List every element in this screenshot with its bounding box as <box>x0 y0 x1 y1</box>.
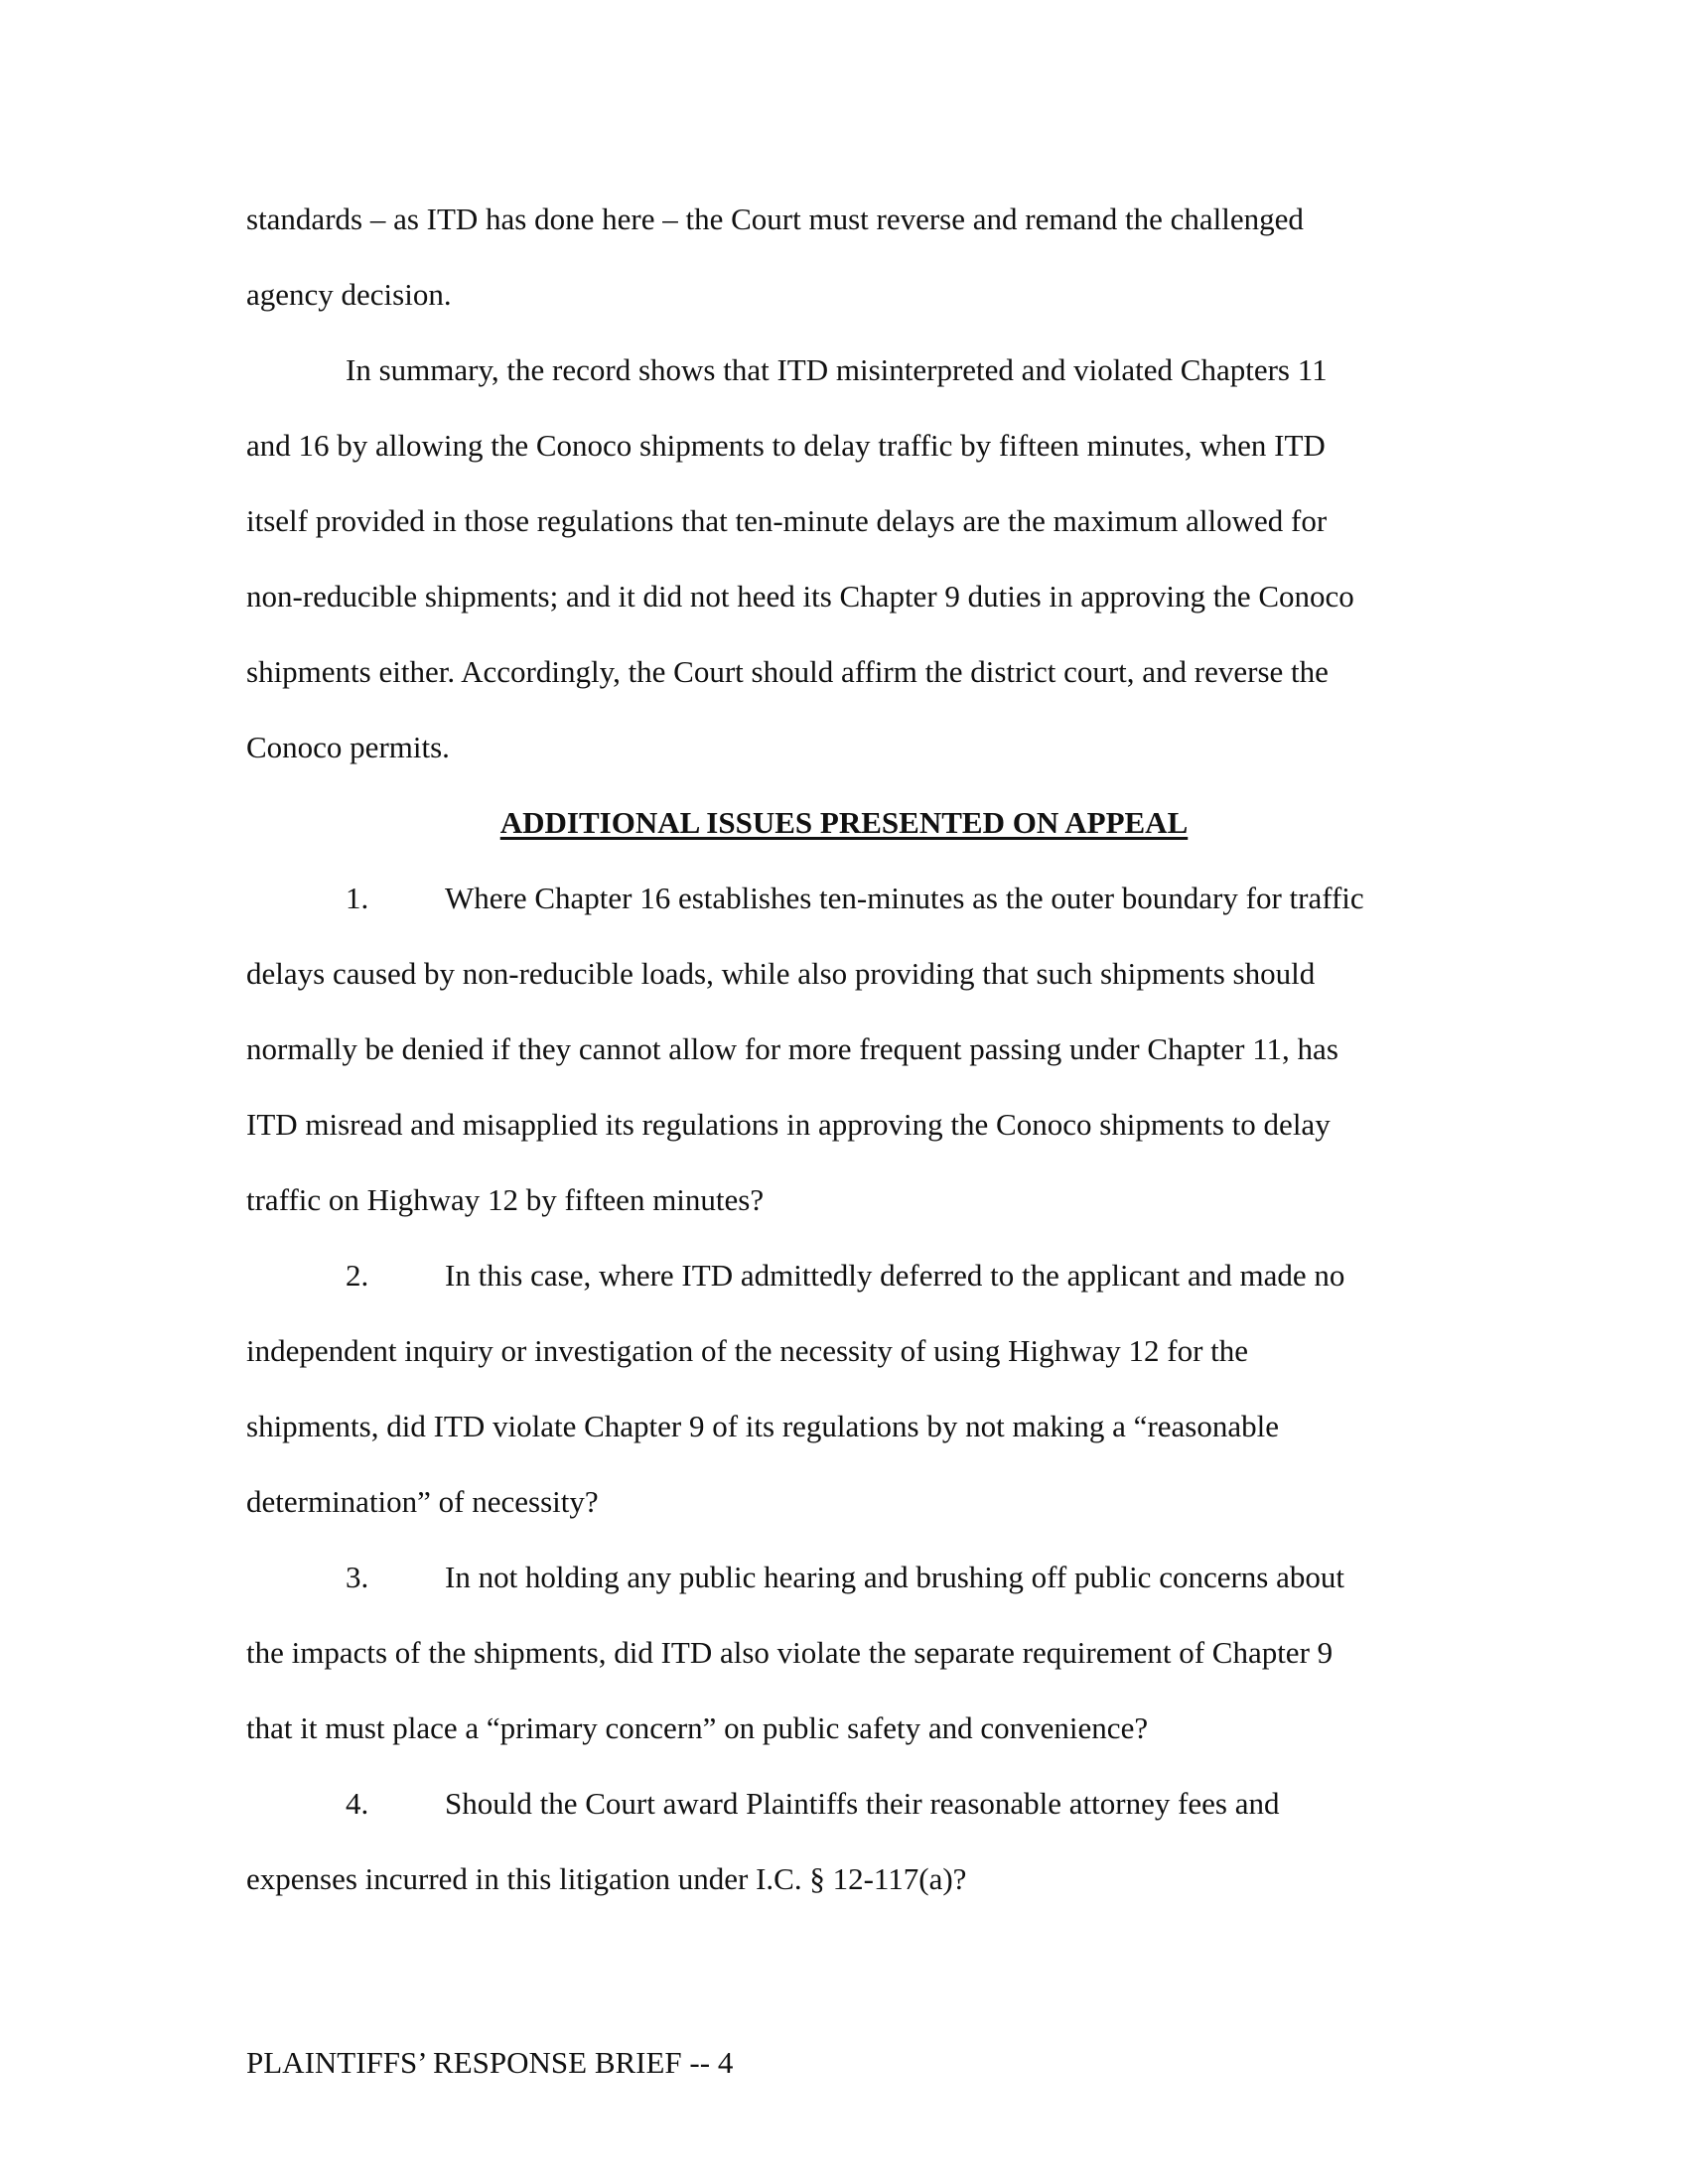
page-footer: PLAINTIFFS’ RESPONSE BRIEF -- 4 <box>246 2045 734 2080</box>
body-text-line: itself provided in those regulations that ten-minute delays are the maximum allowed for <box>246 503 1328 538</box>
issue-first-line: Where Chapter 16 establishes ten-minutes as the outer boundary for traffic <box>445 881 1364 915</box>
body-text-line: shipments, did ITD violate Chapter 9 of its regulations by not making a “reasonable <box>246 1409 1279 1443</box>
body-text-line: determination” of necessity? <box>246 1484 599 1519</box>
body-text-line: traffic on Highway 12 by fifteen minutes? <box>246 1182 765 1217</box>
body-text-line: the impacts of the shipments, did ITD also violate the separate requirement of Chapter 9 <box>246 1635 1334 1670</box>
body-text-line: and 16 by allowing the Conoco shipments to delay traffic by fifteen minutes, when ITD <box>246 428 1326 463</box>
body-text-line: In summary, the record shows that ITD misinterpreted and violated Chapters 11 <box>346 352 1328 387</box>
issue-number: 4. <box>346 1786 369 1821</box>
body-text-line: expenses incurred in this litigation under I.C. § 12-117(a)? <box>246 1861 967 1896</box>
body-text-line: Conoco permits. <box>246 730 450 764</box>
body-text-line: normally be denied if they cannot allow for more frequent passing under Chapter 11, has <box>246 1031 1338 1066</box>
issue-number: 1. <box>346 881 369 915</box>
body-text-line: that it must place a “primary concern” on public safety and convenience? <box>246 1710 1149 1745</box>
body-text-line: standards – as ITD has done here – the Court must reverse and remand the challenged <box>246 202 1304 236</box>
issue-number: 3. <box>346 1560 369 1594</box>
section-heading: ADDITIONAL ISSUES PRESENTED ON APPEAL <box>499 805 1189 840</box>
body-text-line: agency decision. <box>246 277 452 312</box>
body-text-line: independent inquiry or investigation of the necessity of using Highway 12 for the <box>246 1333 1249 1368</box>
issue-first-line: In this case, where ITD admittedly deferred to the applicant and made no <box>445 1258 1345 1293</box>
body-text-line: shipments either. Accordingly, the Court should affirm the district court, and reverse the <box>246 654 1329 689</box>
body-text-line: non-reducible shipments; and it did not heed its Chapter 9 duties in approving the Conoco <box>246 579 1354 614</box>
body-text-line: delays caused by non-reducible loads, while also providing that such shipments should <box>246 956 1316 991</box>
issue-first-line: Should the Court award Plaintiffs their reasonable attorney fees and <box>445 1786 1280 1821</box>
body-text-line: ITD misread and misapplied its regulations in approving the Conoco shipments to delay <box>246 1107 1331 1142</box>
issue-first-line: In not holding any public hearing and brushing off public concerns about <box>445 1560 1344 1594</box>
issue-number: 2. <box>346 1258 369 1293</box>
